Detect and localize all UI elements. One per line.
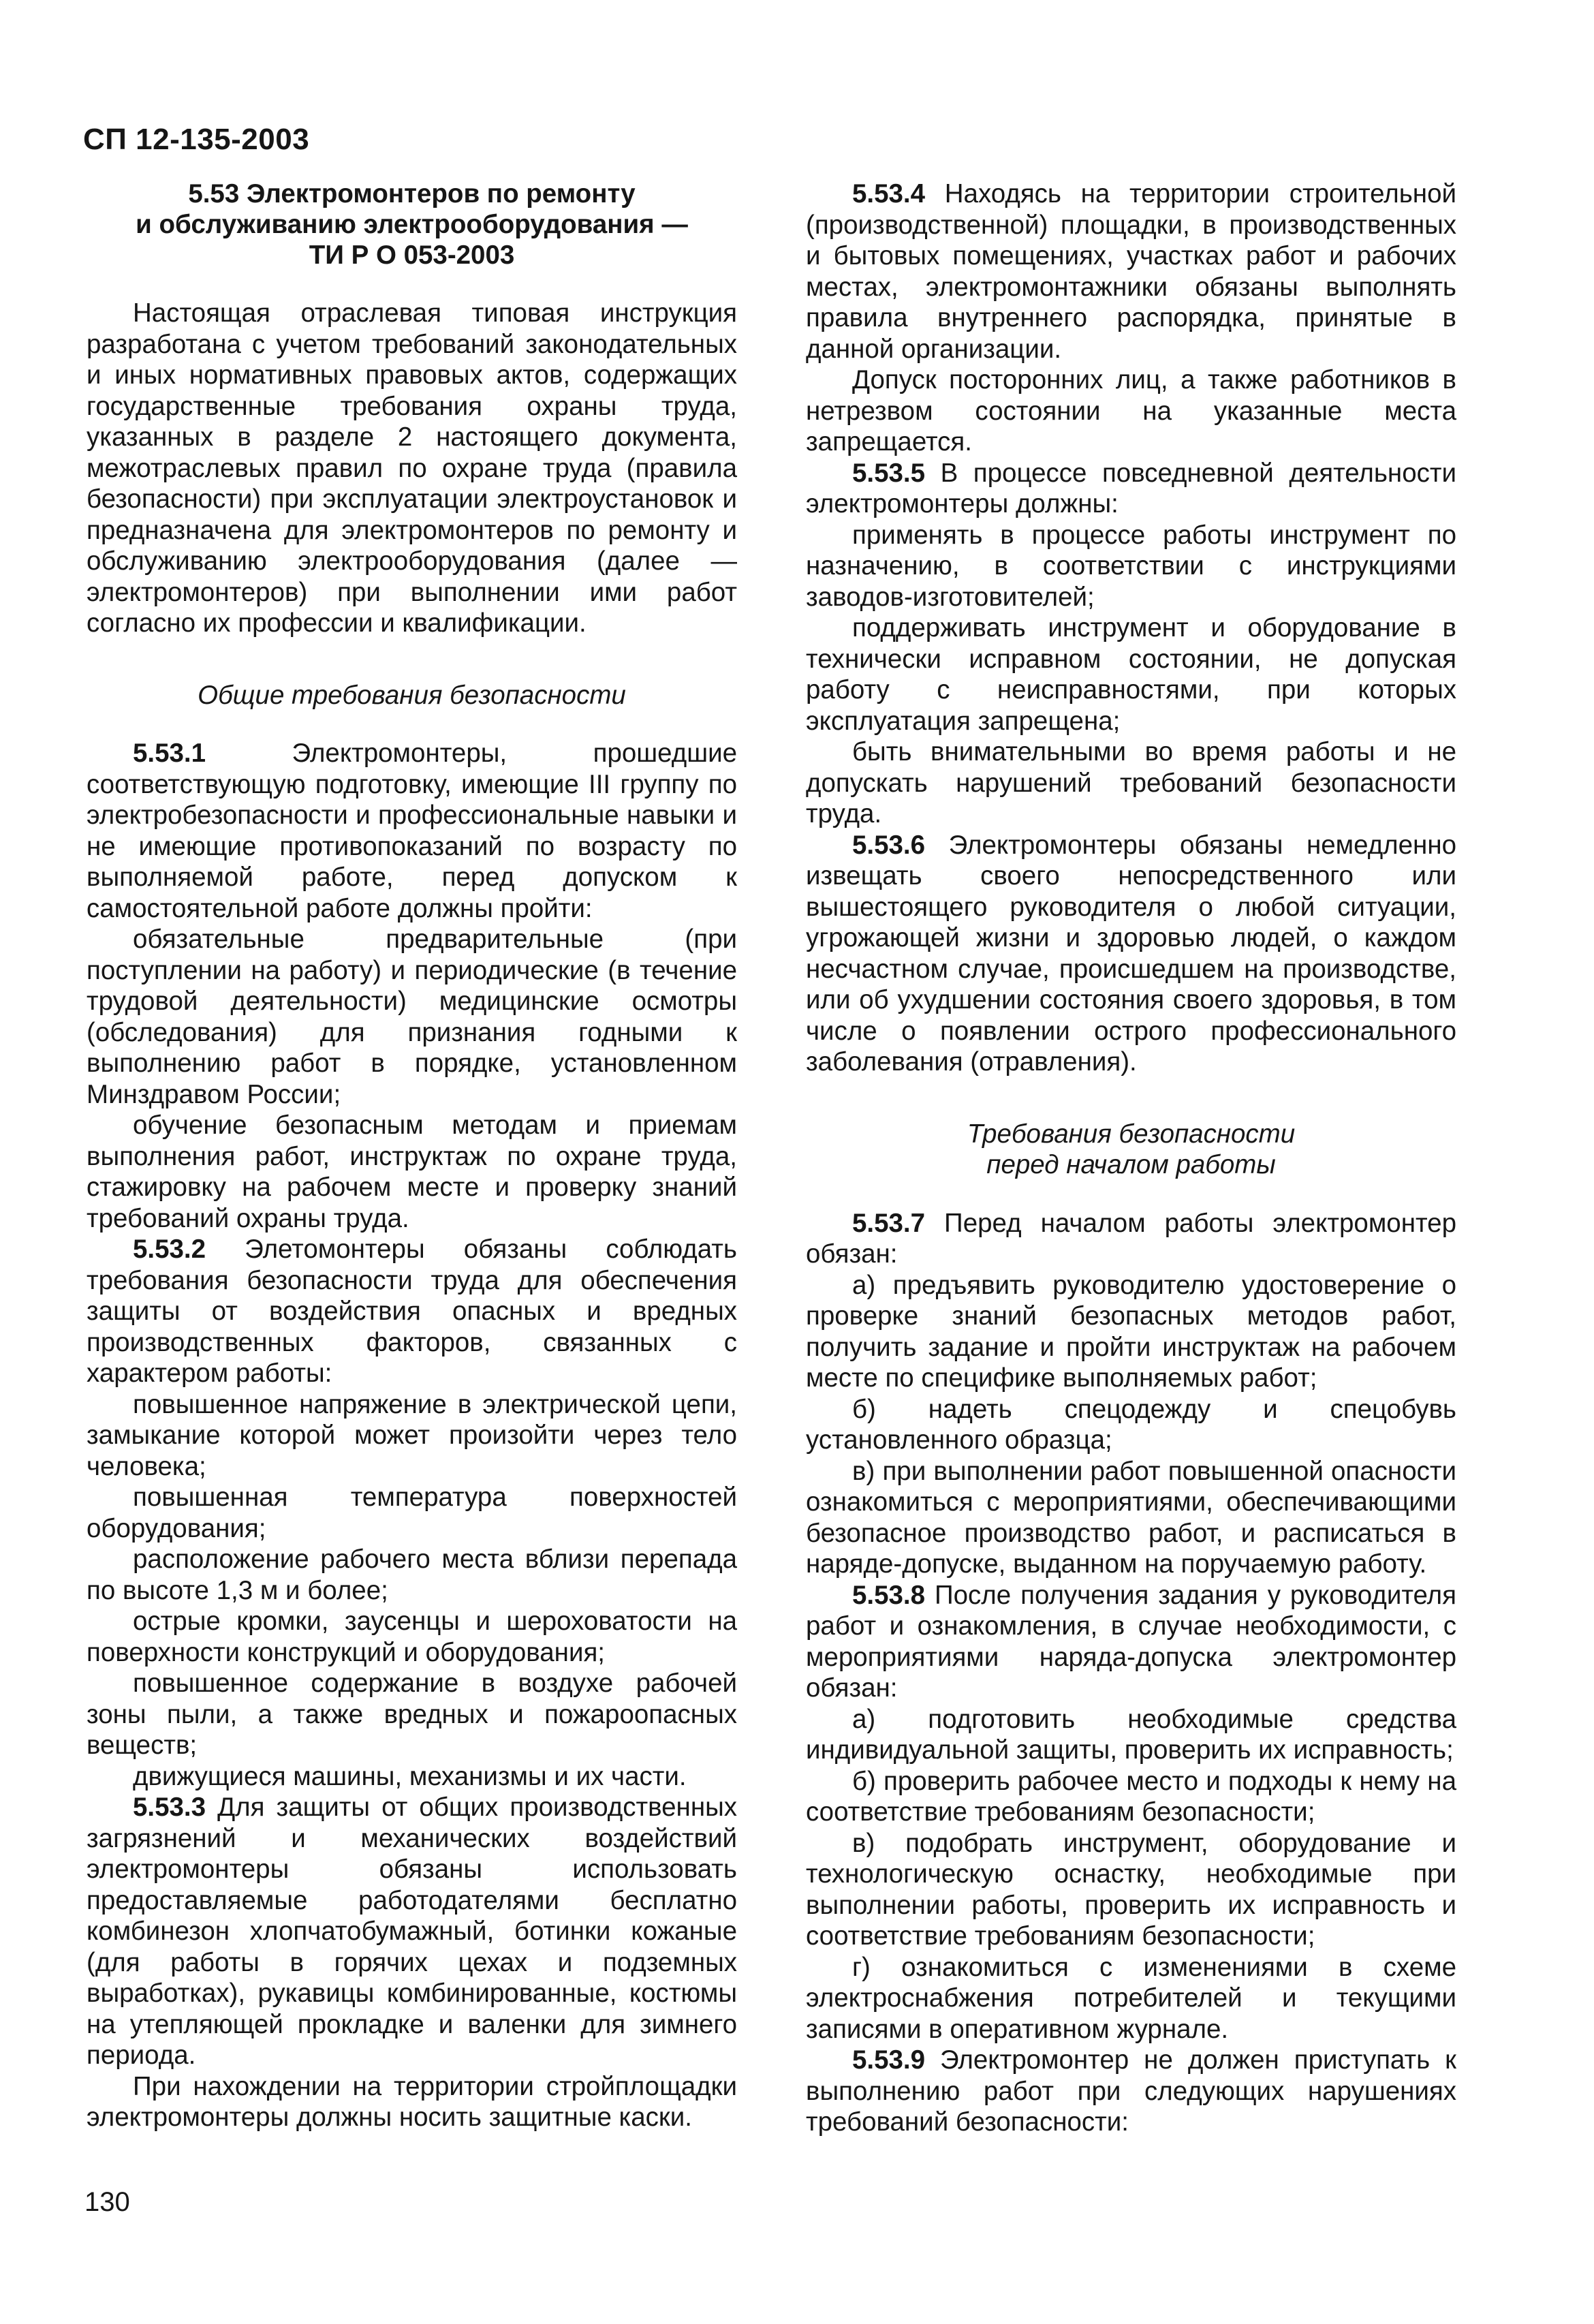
list-item: поддерживать инструмент и оборудование в технически исправном состоянии, не допуская работу с неисправностями, при которых эксплуатация запрещена; xyxy=(806,613,1456,736)
list-item: в) подобрать инструмент, оборудование и технологическую оснастку, необходимые при выполнении работы, проверить их исправность и соответствие требованиям безопасности; xyxy=(806,1828,1456,1951)
clause-5-53-3 xyxy=(87,1792,737,2071)
clause-text: Электромонтеры обязаны немедленно извещать своего непосредственного или вышестоящего руководителя о любой ситуации, угрожающей жизни и здоровью людей, о каждом несчастном случае, происшедшем на производстве, или об ухудшении состояния своего здоровья, в том числе о появлении острого профессионального заболевания (отравления). xyxy=(806,830,1456,1076)
clause-number: 5.53.9 xyxy=(852,2045,926,2075)
clause-5-53-9 xyxy=(806,2045,1456,2138)
list-item: расположение рабочего места вблизи перепада по высоте 1,3 м и более; xyxy=(87,1545,737,1605)
list-item: обязательные предварительные (при поступлении на работу) и периодические (в течение трудовой деятельности) медицинские осмотры (обследования) для признания годными к выполнению работ в порядке, установленном Минздравом России; xyxy=(87,925,737,1109)
clause-number: 5.53.5 xyxy=(852,458,926,488)
clause-text: Перед началом работы электромонтер обязан: xyxy=(806,1208,1456,1269)
section-title-line: и обслуживанию электрооборудования — xyxy=(136,210,688,239)
subheading-text: Общие требования безопасности xyxy=(198,680,626,710)
clause-text: Электромонтеры, прошедшие соответствующую подготовку, имеющие III группу по электробезопасности и профессиональные навыки и не имеющие противопоказаний по возрасту по выполняемой работе, перед допуском к самостоятельной работе должны пройти: xyxy=(87,739,737,923)
right-column xyxy=(806,179,1456,2138)
list-item: движущиеся машины, механизмы и их части. xyxy=(133,1761,687,1791)
list-item: в) при выполнении работ повышенной опасности ознакомиться с мероприятиями, обеспечивающими безопасное производство работ, и расписаться в наряде-допуске, выданном на поручаемую работу. xyxy=(806,1456,1456,1579)
clause-number: 5.53.8 xyxy=(852,1580,926,1610)
clause-5-53-8 xyxy=(806,1580,1456,1704)
subheading-text: перед началом работы xyxy=(986,1150,1276,1179)
clause-number: 5.53.3 xyxy=(133,1793,206,1822)
section-title xyxy=(87,179,737,270)
paragraph: Допуск посторонних лиц, а также работников в нетрезвом состоянии на указанные места запрещается. xyxy=(806,365,1456,456)
section-title-line: ТИ Р О 053-2003 xyxy=(309,241,515,270)
list-item: б) проверить рабочее место и подходы к нему на соответствие требованиям безопасности; xyxy=(806,1766,1456,1827)
clause-text: Элетомонтеры обязаны соблюдать требования безопасности труда для обеспечения защиты от воздействия опасных и вредных производственных факторов, связанных с характером работы: xyxy=(87,1235,737,1388)
left-column xyxy=(87,179,737,2133)
subheading-text: Требования безопасности xyxy=(967,1119,1296,1149)
list-item: быть внимательными во время работы и не допускать нарушений требований безопасности труда. xyxy=(806,737,1456,828)
clause-5-53-2 xyxy=(87,1234,737,1389)
intro-paragraph: Настоящая отраслевая типовая инструкция разработана с учетом требований законодательных и иных нормативных правовых актов, содержащих государственные требования охраны труда, указанных в разделе 2 настоящего документа, межотраслевых правил по охране труда (правила безопасности) при эксплуатации электроустановок и предназначена для электромонтеров по ремонту и обслуживанию электрооборудования (далее — электромонтеров) при выполнении ими работ согласно их профессии и квалификации. xyxy=(87,298,737,638)
clause-text: После получения задания у руководителя работ и ознакомления, в случае необходимости, с мероприятиями наряда-допуска электромонтер обязан: xyxy=(806,1580,1456,1703)
clause-text: Для защиты от общих производственных загрязнений и механических воздействий электромонтеры обязаны использовать предоставляемые работодателями бесплатно комбинезон хлопчатобумажный, ботинки кожаные (для работы в горячих цехах и подземных выработках), рукавицы комбинированные, костюмы на утепляющей прокладке и валенки для зимнего периода. xyxy=(87,1793,737,2070)
document-code: СП 12-135-2003 xyxy=(83,123,310,156)
clause-number: 5.53.4 xyxy=(852,179,926,208)
clause-number: 5.53.1 xyxy=(133,739,206,768)
list-item: г) ознакомиться с изменениями в схеме электроснабжения потребителей и текущими записями в оперативном журнале. xyxy=(806,1952,1456,2044)
list-item: а) подготовить необходимые средства индивидуальной защиты, проверить их исправность; xyxy=(806,1704,1456,1765)
clause-text: В процессе повседневной деятельности электромонтеры должны: xyxy=(806,458,1456,518)
list-item: повышенная температура поверхностей оборудования; xyxy=(87,1483,737,1543)
paragraph: При нахождении на территории стройплощадки электромонтеры должны носить защитные каски. xyxy=(87,2071,737,2132)
subheading-before-work xyxy=(806,1119,1456,1181)
section-title-line: 5.53 Электромонтеров по ремонту xyxy=(188,179,636,208)
clause-5-53-5 xyxy=(806,458,1456,520)
clause-text: Электромонтер не должен приступать к выполнению работ при следующих нарушениях требований безопасности: xyxy=(806,2045,1456,2137)
list-item: повышенное содержание в воздухе рабочей зоны пыли, а также вредных и пожароопасных веществ; xyxy=(87,1669,737,1760)
clause-5-53-7 xyxy=(806,1208,1456,1270)
list-item: б) надеть спецодежду и спецобувь установленного образца; xyxy=(806,1394,1456,1455)
list-item: повышенное напряжение в электрической цепи, замыкание которой может произойти через тело человека; xyxy=(87,1389,737,1481)
clause-number: 5.53.2 xyxy=(133,1235,206,1264)
list-item: а) предъявить руководителю удостоверение о проверке знаний безопасных методов работ, получить задание и пройти инструктаж на рабочем месте по специфике выполняемых работ; xyxy=(806,1270,1456,1393)
clause-number: 5.53.7 xyxy=(852,1208,926,1238)
list-item: обучение безопасным методам и приемам выполнения работ, инструктаж по охране труда, стажировку на рабочем месте и проверку знаний требований охраны труда. xyxy=(87,1111,737,1233)
clause-5-53-6 xyxy=(806,830,1456,1078)
list-item: применять в процессе работы инструмент по назначению, в соответствии с инструкциями заводов-изготовителей; xyxy=(806,520,1456,612)
clause-5-53-4 xyxy=(806,179,1456,365)
page-number: 130 xyxy=(84,2187,130,2217)
clause-5-53-1 xyxy=(87,738,737,924)
list-item: острые кромки, заусенцы и шероховатости на поверхности конструкций и оборудования; xyxy=(87,1607,737,1667)
subheading-general xyxy=(87,680,737,711)
clause-text: Находясь на территории строительной (производственной) площадки, в производственных и бытовых помещениях, участках работ и рабочих местах, электромонтажники обязаны выполнять правила внутреннего распорядка, принятые в данной организации. xyxy=(806,179,1456,364)
clause-number: 5.53.6 xyxy=(852,830,926,860)
